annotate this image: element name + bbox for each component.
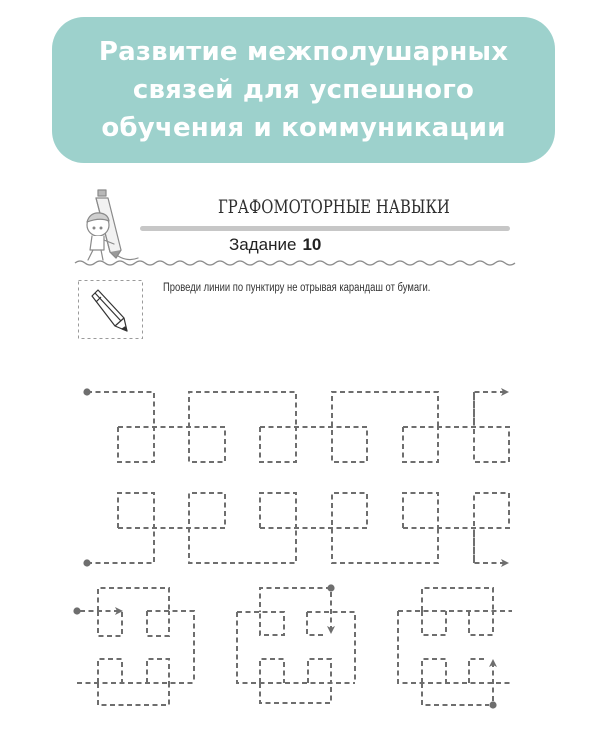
title-divider-bar [140, 226, 510, 231]
start-dot [489, 701, 496, 708]
banner-line-1: Развитие межполушарных [98, 37, 509, 67]
start-dot [327, 584, 334, 591]
task-heading [229, 235, 321, 255]
start-dot [83, 388, 90, 395]
arrow-head-icon [489, 659, 497, 667]
arrow-head-icon [501, 388, 509, 396]
task-number: 10 [302, 235, 322, 254]
instruction-text: Проведи линии по пунктиру не отрывая карандаш от бумаги. [163, 282, 431, 294]
exercise-maze-3 [398, 588, 512, 705]
arrow-head-icon [327, 626, 335, 634]
exercise-maze-2 [237, 588, 355, 703]
start-dot [73, 607, 80, 614]
banner-line-3: обучения и коммуникации [101, 113, 506, 143]
banner-line-2: связей для успешного [132, 75, 475, 105]
arrow-head-icon [115, 607, 123, 615]
section-title: ГРАФОМОТОРНЫЕ НАВЫКИ [218, 196, 450, 218]
arrow-head-icon [501, 559, 509, 567]
exercise-row-1 [87, 392, 509, 462]
title-banner [52, 17, 555, 163]
exercise-row-2 [87, 493, 509, 563]
start-dot [83, 559, 90, 566]
exercise-maze-1 [77, 588, 194, 705]
pencil-icon [92, 290, 127, 331]
task-label: Задание [229, 235, 297, 254]
